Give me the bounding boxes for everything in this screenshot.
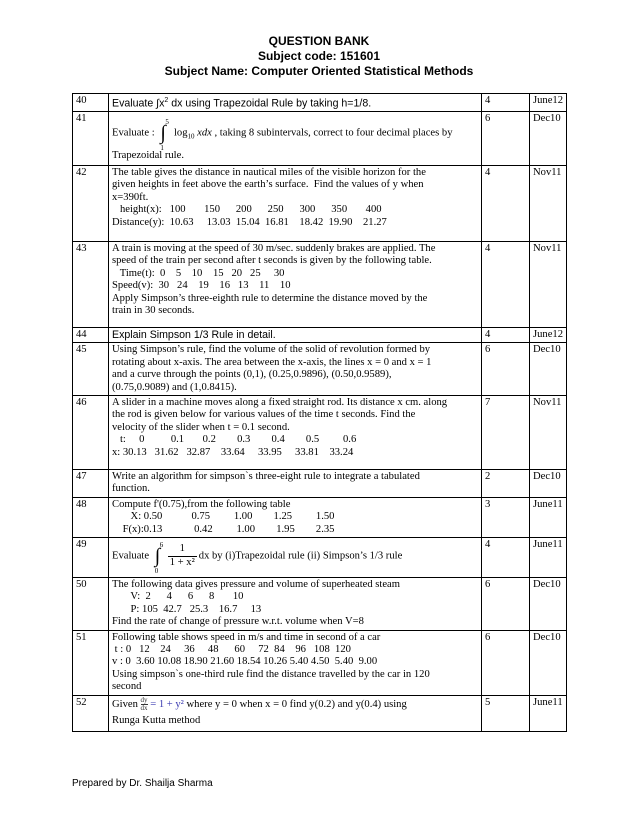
table-row bbox=[73, 343, 567, 396]
question-exam: Dec10 bbox=[530, 111, 567, 165]
question-text: Following table shows speed in m/s and time in second of a car t : 0 12 24 36 48 60 72 84 96 108 120 v : 0 3.60 10.08 18.90 21.60 18.54 10.26 5.40 4.50 5.40 9.00 Using simpson`s one-third rule find the distance travelled by the car in 120 second bbox=[109, 630, 482, 695]
integral-symbol: 6 ∫ 0 bbox=[154, 541, 164, 575]
question-marks: 4 bbox=[482, 241, 530, 327]
question-text: Evaluate 6 ∫ 0 $\frac{1}{\text{1 + x²}}$ dx by (i)Trapezoidal rule (ii) Simpson’s 1/3 rule bbox=[109, 538, 482, 578]
question-number: 44 bbox=[73, 327, 109, 342]
question-number: 43 bbox=[73, 241, 109, 327]
question-exam: Dec10 bbox=[530, 343, 567, 396]
question-text: Explain Simpson 1/3 Rule in detail. bbox=[109, 327, 482, 342]
question-number: 45 bbox=[73, 343, 109, 396]
subject-name: Subject Name: Computer Oriented Statistical Methods bbox=[164, 64, 474, 78]
question-number: 40 bbox=[73, 94, 109, 112]
question-marks: 4 bbox=[482, 165, 530, 241]
question-exam: June11 bbox=[530, 695, 567, 731]
question-marks: 3 bbox=[482, 497, 530, 537]
footer-credit: Prepared by Dr. Shailja Sharma bbox=[72, 778, 213, 789]
question-exam: Nov11 bbox=[530, 241, 567, 327]
table-row bbox=[73, 395, 567, 469]
table-row bbox=[73, 327, 567, 342]
question-exam: Dec10 bbox=[530, 578, 567, 631]
question-exam: Nov11 bbox=[530, 395, 567, 469]
table-row bbox=[73, 111, 567, 165]
question-marks: 5 bbox=[482, 695, 530, 731]
table-row bbox=[73, 469, 567, 497]
question-text: The table gives the distance in nautical miles of the visible horizon for the given heights in feet above the earth’s surface. Find the values of y when x=390ft. height(x): 100 150 200 250 300 350 400 Distance(y): 10.63 13.03 15.04 16.81 18.42 19.90 21.27 bbox=[109, 165, 482, 241]
table-row bbox=[73, 241, 567, 327]
question-marks: 7 bbox=[482, 395, 530, 469]
question-exam: Nov11 bbox=[530, 165, 567, 241]
question-marks: 6 bbox=[482, 111, 530, 165]
question-exam: June12 bbox=[530, 94, 567, 112]
question-text: A train is moving at the speed of 30 m/sec. suddenly brakes are applied. The speed of the train per second after t seconds is given by the following table. Time(t): 0 5 10 15 20 25 30 Speed(v): 30 24 19 16 13 11 10 Apply Simpson’s three-eighth rule to determine the distance moved by the train in 30 seconds. bbox=[109, 241, 482, 327]
question-text: Using Simpson’s rule, find the volume of the solid of revolution formed by rotating about x-axis. The area between the x-axis, the lines x = 0 and x = 1 and a curve through the points (0,1), (0.25,0.9896), (0.50,0.9589), (0.75,0.9089) and (1,0.8415). bbox=[109, 343, 482, 396]
subject-code: Subject code: 151601 bbox=[257, 49, 381, 63]
integral-symbol: 5 ∫ 1 bbox=[160, 117, 169, 152]
question-exam: Dec10 bbox=[530, 630, 567, 695]
question-number: 41 bbox=[73, 111, 109, 165]
question-marks: 4 bbox=[482, 538, 530, 578]
table-row bbox=[73, 538, 567, 578]
question-text: Given $\frac{dy}{dx} = 1 + y^2$ where y = 0 when x = 0 find y(0.2) and y(0.4) using Runga Kutta method bbox=[109, 695, 482, 731]
table-row bbox=[73, 695, 567, 731]
question-exam: June11 bbox=[530, 538, 567, 578]
question-table bbox=[72, 93, 567, 732]
question-text: Evaluate : 5 ∫ 1 $\log_{10}$ xdx , taking 8 subintervals, correct to four decimal places by Trapezoidal rule. bbox=[109, 111, 482, 165]
question-number: 46 bbox=[73, 395, 109, 469]
question-marks: 6 bbox=[482, 578, 530, 631]
question-text: The following data gives pressure and volume of superheated steam V: 2 4 6 8 10 P: 105 42.7 25.3 16.7 13 Find the rate of change of pressure w.r.t. volume when V=8 bbox=[109, 578, 482, 631]
table-row bbox=[73, 497, 567, 537]
question-number: 51 bbox=[73, 630, 109, 695]
table-row bbox=[73, 578, 567, 631]
fraction: $\frac{1}{\text{1 + x²}}$ bbox=[169, 543, 195, 568]
page-header bbox=[0, 34, 638, 79]
question-marks: 4 bbox=[482, 327, 530, 342]
derivative: $\frac{dy}{dx}$ bbox=[140, 695, 148, 712]
table-row bbox=[73, 94, 567, 112]
table-row bbox=[73, 630, 567, 695]
question-exam: June12 bbox=[530, 327, 567, 342]
question-text: Write an algorithm for simpson`s three-eight rule to integrate a tabulated function. bbox=[109, 469, 482, 497]
question-marks: 2 bbox=[482, 469, 530, 497]
question-text: Evaluate $\int x^2$ dx using Trapezoidal Rule by taking h=1/8. bbox=[109, 94, 482, 112]
question-number: 48 bbox=[73, 497, 109, 537]
question-number: 42 bbox=[73, 165, 109, 241]
question-exam: June11 bbox=[530, 497, 567, 537]
question-number: 47 bbox=[73, 469, 109, 497]
table-row bbox=[73, 165, 567, 241]
question-number: 52 bbox=[73, 695, 109, 731]
question-text: A slider in a machine moves along a fixed straight rod. Its distance x cm. along the rod is given below for various values of the time t seconds. Find the velocity of the slider when t = 0.1 second. t: 0 0.1 0.2 0.3 0.4 0.5 0.6 x: 30.13 31.62 32.87 33.64 33.95 33.81 33.24 bbox=[109, 395, 482, 469]
question-marks: 4 bbox=[482, 94, 530, 112]
question-text: Compute f'(0.75),from the following table X: 0.50 0.75 1.00 1.25 1.50 F(x):0.13 0.42 1.00 1.95 2.35 bbox=[109, 497, 482, 537]
question-number: 50 bbox=[73, 578, 109, 631]
question-number: 49 bbox=[73, 538, 109, 578]
question-marks: 6 bbox=[482, 343, 530, 396]
question-exam: Dec10 bbox=[530, 469, 567, 497]
doc-title: QUESTION BANK bbox=[268, 34, 370, 48]
question-marks: 6 bbox=[482, 630, 530, 695]
